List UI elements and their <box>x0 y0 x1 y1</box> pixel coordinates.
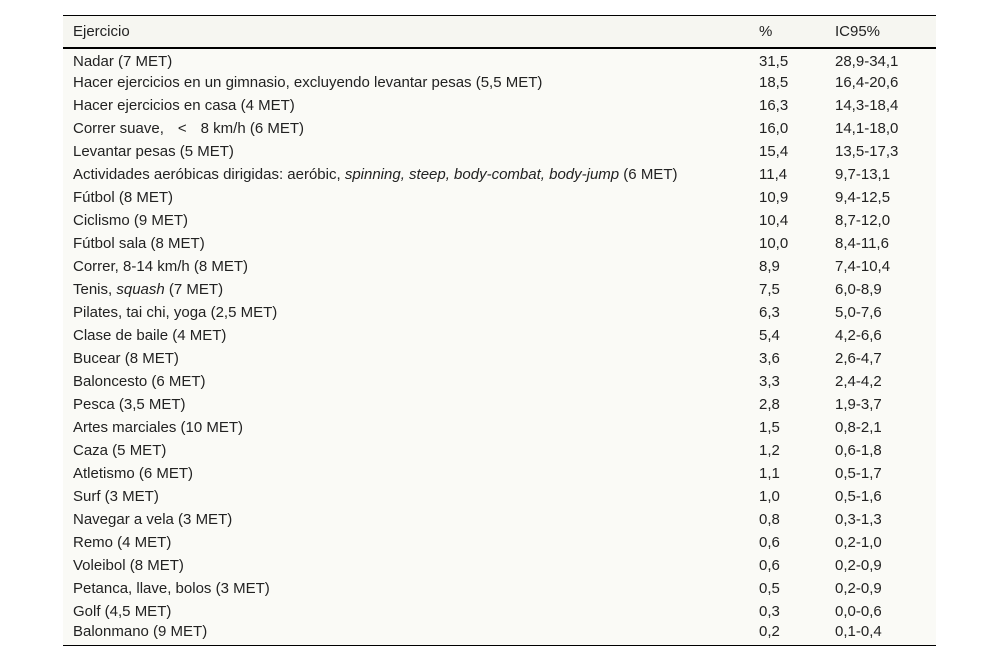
cell-ci: 0,5-1,6 <box>835 487 882 505</box>
table-row <box>63 485 936 508</box>
table-row <box>63 531 936 554</box>
cell-exercise <box>63 324 749 347</box>
cell-ci: 2,4-4,2 <box>835 372 882 390</box>
cell-percent: 0,5 <box>759 579 780 597</box>
exercise-label: Fútbol sala (8 MET) <box>73 234 205 252</box>
exercise-label: Levantar pesas (5 MET) <box>73 142 234 160</box>
cell-exercise <box>63 554 749 577</box>
exercise-label: Pilates, tai chi, yoga (2,5 MET) <box>73 303 278 321</box>
cell-ci: 0,5-1,7 <box>835 464 882 482</box>
cell-percent: 10,0 <box>759 234 789 252</box>
cell-percent: 11,4 <box>759 165 788 183</box>
table-row <box>63 347 936 370</box>
table-row <box>63 117 936 140</box>
cell-percent: 0,3 <box>759 602 780 620</box>
cell-exercise <box>63 347 749 370</box>
cell-ci: 0,2-1,0 <box>835 533 882 551</box>
cell-exercise <box>63 94 749 117</box>
cell-percent: 3,3 <box>759 372 780 390</box>
cell-percent: 3,6 <box>759 349 780 367</box>
table-row <box>63 301 936 324</box>
cell-exercise <box>63 48 749 71</box>
cell-exercise <box>63 186 749 209</box>
table-row <box>63 186 936 209</box>
exercise-label: Navegar a vela (3 MET) <box>73 510 233 528</box>
table-row <box>63 163 936 186</box>
cell-percent: 16,3 <box>759 96 789 114</box>
cell-ci: 0,8-2,1 <box>835 418 882 436</box>
cell-percent: 8,9 <box>759 257 780 275</box>
table-row <box>63 255 936 278</box>
table-row <box>63 278 936 301</box>
cell-exercise <box>63 255 749 278</box>
table-row <box>63 209 936 232</box>
table-header-row <box>63 16 936 48</box>
table-row <box>63 370 936 393</box>
cell-percent: 31,5 <box>759 52 789 70</box>
table-row <box>63 393 936 416</box>
table-row <box>63 439 936 462</box>
exercise-label: Petanca, llave, bolos (3 MET) <box>73 579 270 597</box>
cell-ci: 4,2-6,6 <box>835 326 882 344</box>
cell-exercise <box>63 623 749 646</box>
cell-percent: 16,0 <box>759 119 789 137</box>
exercise-table-container <box>63 15 936 646</box>
table-row <box>63 71 936 94</box>
exercise-label-part: (7 MET) <box>164 280 224 298</box>
cell-exercise <box>63 439 749 462</box>
header-ci: IC95% <box>825 16 936 48</box>
cell-exercise <box>63 370 749 393</box>
cell-exercise <box>63 416 749 439</box>
cell-ci: 14,1-18,0 <box>835 119 899 137</box>
table-row <box>63 577 936 600</box>
cell-percent: 1,2 <box>759 441 780 459</box>
exercise-label: Fútbol (8 MET) <box>73 188 174 206</box>
exercise-label: Remo (4 MET) <box>73 533 172 551</box>
cell-exercise <box>63 485 749 508</box>
table-row <box>63 232 936 255</box>
cell-percent: 0,2 <box>749 623 825 646</box>
exercise-label: Atletismo (6 MET) <box>73 464 194 482</box>
cell-ci: 0,2-0,9 <box>835 556 882 574</box>
table-row <box>63 416 936 439</box>
cell-exercise <box>63 163 749 186</box>
less-than-symbol: < <box>177 119 187 137</box>
exercise-label: Golf (4,5 MET) <box>73 602 172 620</box>
exercise-label: Pesca (3,5 MET) <box>73 395 186 413</box>
table-row <box>63 48 936 71</box>
cell-exercise <box>63 508 749 531</box>
table-row <box>63 94 936 117</box>
cell-ci: 8,7-12,0 <box>835 211 891 229</box>
exercise-label: Balonmano (9 MET) <box>73 623 208 641</box>
table-row <box>63 508 936 531</box>
cell-exercise <box>63 140 749 163</box>
cell-ci: 14,3-18,4 <box>835 96 899 114</box>
cell-ci: 7,4-10,4 <box>835 257 891 275</box>
exercise-label: Ciclismo (9 MET) <box>73 211 188 229</box>
cell-percent: 10,4 <box>759 211 789 229</box>
exercise-label-part: Correr suave, <box>73 119 164 137</box>
cell-percent: 2,8 <box>759 395 780 413</box>
cell-exercise <box>63 462 749 485</box>
exercise-label-part: Actividades aeróbicas dirigidas: aeróbic, <box>73 165 345 183</box>
table-row <box>63 324 936 347</box>
exercise-label: Surf (3 MET) <box>73 487 159 505</box>
cell-ci: 13,5-17,3 <box>835 142 899 160</box>
cell-ci: 1,9-3,7 <box>835 395 882 413</box>
cell-ci: 5,0-7,6 <box>835 303 882 321</box>
cell-ci: 2,6-4,7 <box>835 349 882 367</box>
table-row <box>63 140 936 163</box>
table-row <box>63 554 936 577</box>
cell-percent: 18,5 <box>759 73 789 91</box>
table-row <box>63 462 936 485</box>
exercise-label-part: (6 MET) <box>619 165 678 183</box>
cell-ci: 16,4-20,6 <box>835 73 899 91</box>
cell-ci: 8,4-11,6 <box>835 234 889 252</box>
cell-exercise <box>63 577 749 600</box>
exercise-label: Hacer ejercicios en casa (4 MET) <box>73 96 295 114</box>
cell-percent: 5,4 <box>759 326 780 344</box>
cell-percent: 0,8 <box>759 510 780 528</box>
cell-ci: 28,9-34,1 <box>835 52 899 70</box>
cell-percent: 1,1 <box>759 464 780 482</box>
exercise-label: Voleibol (8 MET) <box>73 556 184 574</box>
cell-percent: 1,5 <box>759 418 780 436</box>
cell-exercise <box>63 278 749 301</box>
cell-ci: 9,7-13,1 <box>835 165 891 183</box>
cell-ci: 6,0-8,9 <box>835 280 882 298</box>
exercise-label: Baloncesto (6 MET) <box>73 372 206 390</box>
cell-ci: 0,2-0,9 <box>835 579 882 597</box>
cell-exercise <box>63 117 749 140</box>
cell-exercise <box>63 531 749 554</box>
exercise-label-part: 8 km/h (6 MET) <box>200 119 304 137</box>
exercise-label: Hacer ejercicios en un gimnasio, excluyendo levantar pesas (5,5 MET) <box>73 73 543 91</box>
cell-exercise <box>63 600 749 623</box>
cell-ci: 0,3-1,3 <box>835 510 882 528</box>
exercise-label: Caza (5 MET) <box>73 441 167 459</box>
cell-exercise <box>63 301 749 324</box>
exercise-label-part: Tenis, <box>73 280 117 298</box>
cell-percent: 10,9 <box>759 188 789 206</box>
exercise-label-italic: squash <box>116 280 165 298</box>
exercise-label: Artes marciales (10 MET) <box>73 418 244 436</box>
cell-exercise <box>63 71 749 94</box>
header-percent: % <box>749 16 825 48</box>
cell-exercise <box>63 232 749 255</box>
exercise-label: Clase de baile (4 MET) <box>73 326 227 344</box>
cell-ci: 0,1-0,4 <box>825 623 936 646</box>
table-row <box>63 623 936 646</box>
cell-ci: 0,0-0,6 <box>835 602 882 620</box>
cell-percent: 7,5 <box>759 280 780 298</box>
cell-ci: 0,6-1,8 <box>835 441 882 459</box>
table-body <box>63 48 936 646</box>
cell-exercise <box>63 393 749 416</box>
exercise-label: Nadar (7 MET) <box>73 52 173 70</box>
exercise-label: Bucear (8 MET) <box>73 349 179 367</box>
cell-percent: 6,3 <box>759 303 780 321</box>
cell-percent: 15,4 <box>759 142 789 160</box>
cell-percent: 0,6 <box>759 533 780 551</box>
table-row <box>63 600 936 623</box>
exercise-label-italic: spinning, steep, body-combat, body-jump <box>344 165 620 183</box>
cell-percent: 1,0 <box>759 487 780 505</box>
exercise-label: Correr, 8-14 km/h (8 MET) <box>73 257 249 275</box>
cell-percent: 0,6 <box>759 556 780 574</box>
cell-ci: 9,4-12,5 <box>835 188 891 206</box>
header-exercise: Ejercicio <box>63 16 749 48</box>
cell-exercise <box>63 209 749 232</box>
exercise-prevalence-table <box>63 15 936 646</box>
